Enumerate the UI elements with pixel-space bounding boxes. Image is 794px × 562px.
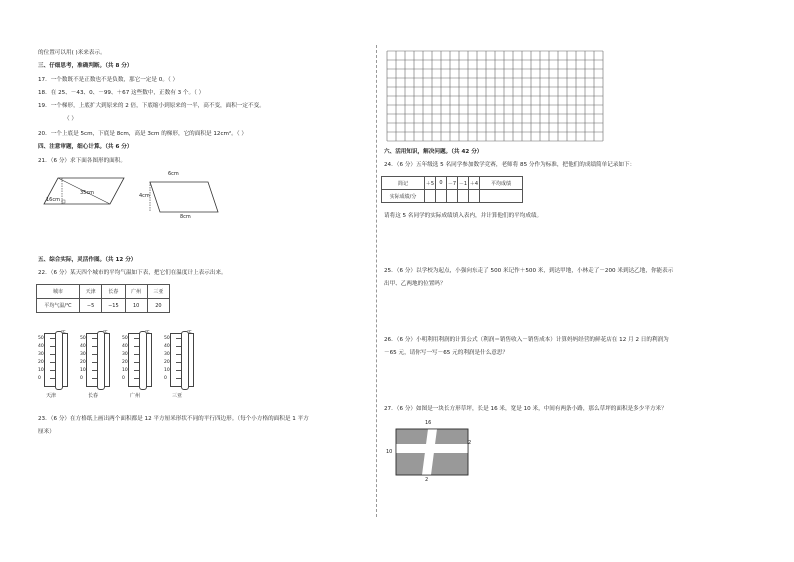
figure1-diag-label: 35cm bbox=[80, 190, 94, 196]
table-cell: −15 bbox=[102, 299, 125, 313]
question-27: 27．（6 分）如图是一块长方形草坪，长是 16 米，宽是 10 米，中间有两条小路，那么草坪的面积是多少平方米？ bbox=[384, 406, 667, 412]
table-cell[interactable] bbox=[480, 190, 523, 203]
thermometer-label: 广州 bbox=[130, 393, 141, 399]
table-cell[interactable] bbox=[436, 190, 447, 203]
thermometer-label: 天津 bbox=[46, 393, 57, 399]
thermometer-tianjin[interactable] bbox=[38, 329, 68, 399]
table-cell[interactable] bbox=[425, 190, 436, 203]
thermometer-label: 长春 bbox=[88, 393, 99, 399]
section-5-heading: 五、综合实际，灵活作图。（共 12 分） bbox=[38, 257, 137, 263]
score-table bbox=[381, 176, 523, 203]
question-20: 20．一个上底是 5cm，下底是 8cm，高是 3cm 的梯形，它的面积是 12cm²。（ ） bbox=[38, 131, 247, 137]
figure2-height-label: 4cm bbox=[139, 193, 150, 199]
question-25-cont: 出甲、乙两地的位置吗？ bbox=[384, 281, 446, 287]
lawn-length-label: 16 bbox=[425, 420, 432, 426]
path-width-label: 2 bbox=[468, 440, 472, 446]
table-cell: －1 bbox=[458, 177, 469, 190]
question-26-cont: －65 元，请你写一写－65 元的利润是什么意思？ bbox=[384, 350, 509, 356]
section-4-heading: 四、注意审题，细心计算。（共 6 分） bbox=[38, 144, 133, 150]
figure1-side-label: 16cm bbox=[46, 197, 60, 203]
figure2-top-label: 6cm bbox=[168, 171, 179, 177]
question-23-cont: 厘米） bbox=[38, 429, 55, 435]
table-cell[interactable] bbox=[447, 190, 458, 203]
question-18: 18．在 25、－43、0、－99、＋67 这些数中，正数有 3 个。（ ） bbox=[38, 90, 205, 96]
question-24: 24．（6 分）五年级选 5 名同学参加数学竞赛，老师将 85 分作为标准，把他们的成绩简单记录如下： bbox=[384, 162, 636, 168]
thermometer-label: 三亚 bbox=[172, 393, 183, 399]
table-cell: 20 bbox=[147, 299, 169, 313]
question-23: 23．（6 分）在方格纸上画出两个面积都是 12 平方厘米形状不同的平行四边形。（每个小方格的面积是 1 平方 bbox=[38, 416, 309, 422]
section-3-heading: 三、仔细思考，准确判断。（共 8 分） bbox=[38, 63, 133, 69]
question-25: 25．（6 分）以学校为起点，小强向东走了 500 米记作＋500 米，到达甲地，小林走了－200 米到达乙地，你能表示 bbox=[384, 268, 674, 274]
column-divider bbox=[376, 45, 377, 517]
table-header: 城市 bbox=[37, 285, 80, 299]
thermometer-changchun[interactable] bbox=[80, 329, 110, 399]
celsius-label: ℃ bbox=[145, 329, 150, 334]
temperature-table bbox=[36, 284, 170, 313]
celsius-label: ℃ bbox=[187, 329, 192, 334]
section-6-heading: 六、活用知识，解决问题。（共 42 分） bbox=[384, 149, 483, 155]
path-width-label: 2 bbox=[425, 477, 429, 483]
question-22: 22．（6 分）某天四个城市的平均气温如下表，把它们在温度计上表示出来。 bbox=[38, 270, 227, 276]
question-17: 17．一个数既不是正数也不是负数，那它一定是 0。（ ） bbox=[38, 77, 179, 83]
lawn-width-label: 10 bbox=[386, 449, 393, 455]
thermo-scale: 50 40 30 20 10 0 bbox=[80, 336, 86, 381]
question-19: 19．一个梯形，上底扩大到原来的 2 倍，下底缩小到原来的一半，高不变，面积一定不变。 bbox=[38, 103, 265, 109]
thermo-scale: 50 40 30 20 10 0 bbox=[38, 336, 44, 381]
table-header: 广州 bbox=[125, 285, 147, 299]
table-header: 三亚 bbox=[147, 285, 169, 299]
celsius-label: ℃ bbox=[61, 329, 66, 334]
table-header: 简记 bbox=[382, 177, 425, 190]
figure-parallelogram bbox=[140, 174, 230, 218]
question-21: 21．（6 分）求下面各图形的面积。 bbox=[38, 158, 126, 164]
table-cell: －7 bbox=[447, 177, 458, 190]
table-cell: ＋4 bbox=[469, 177, 480, 190]
square-grid[interactable] bbox=[386, 50, 608, 142]
figure2-bottom-label: 8cm bbox=[180, 214, 191, 220]
table-cell: 0 bbox=[436, 177, 447, 190]
text-line0: 的位置可以用( )米来表示。 bbox=[38, 50, 106, 56]
lawn-figure bbox=[384, 420, 484, 486]
table-header: 平均成绩 bbox=[480, 177, 523, 190]
thermo-scale: 50 40 30 20 10 0 bbox=[122, 336, 128, 381]
question-24-instruction: 请将这 5 名同学的实际成绩填入表内，并计算他们的平均成绩。 bbox=[384, 213, 543, 219]
table-cell[interactable] bbox=[458, 190, 469, 203]
table-row-label: 实际成绩/分 bbox=[382, 190, 425, 203]
table-cell: ＋5 bbox=[425, 177, 436, 190]
question-19-answer: （ ） bbox=[64, 116, 77, 122]
question-26: 26．（6 分）小明利用利润的计算公式（利润＝销售收入－销售成本）计算妈妈经营的鲜花店在 12 月 2 日的利润为 bbox=[384, 337, 669, 343]
table-row-label: 平均气温/℃ bbox=[37, 299, 80, 313]
thermometer-guangzhou[interactable] bbox=[122, 329, 152, 399]
table-cell: −5 bbox=[80, 299, 102, 313]
table-header: 天津 bbox=[80, 285, 102, 299]
table-cell: 10 bbox=[125, 299, 147, 313]
table-header: 长春 bbox=[102, 285, 125, 299]
table-cell[interactable] bbox=[469, 190, 480, 203]
thermo-scale: 50 40 30 20 10 0 bbox=[164, 336, 170, 381]
thermometer-sanya[interactable] bbox=[164, 329, 194, 399]
celsius-label: ℃ bbox=[103, 329, 108, 334]
